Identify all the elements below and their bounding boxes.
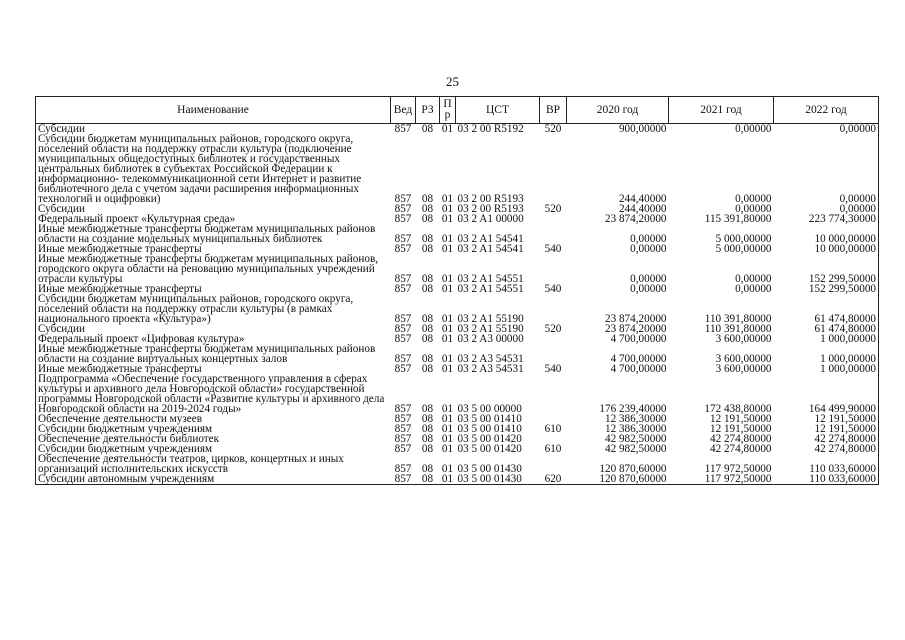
- cell-pr: 01: [441, 463, 454, 475]
- cell-vr: 610: [544, 423, 562, 435]
- cell-rz: 08: [421, 353, 434, 365]
- cell-ved: 857: [394, 333, 412, 345]
- column-header-cst: ЦСТ: [456, 97, 540, 124]
- cell-cst: 03 2 A1 54541: [457, 233, 524, 245]
- cell-2022: 0,00000: [774, 124, 879, 135]
- cell-rz: 08: [421, 233, 434, 245]
- table-row: [36, 344, 879, 364]
- cell-2022: 0,00000: [774, 134, 879, 204]
- cell-rz: 08: [421, 213, 434, 225]
- cell-cst: 03 2 A1 54541: [457, 243, 524, 255]
- cell-2021: 117 972,50000: [669, 474, 774, 485]
- cell-2021: 0,00000: [735, 203, 772, 215]
- column-header-2020: 2020 год: [567, 97, 669, 124]
- cell-cst: 03 5 00 01430: [457, 463, 522, 475]
- cell-2022: 61 474,80000: [774, 324, 879, 334]
- cell-vr: [540, 134, 567, 204]
- cell-name: Обеспечение деятельности библиотек: [36, 434, 391, 444]
- cell-name: Обеспечение деятельности театров, цирков, концертных и иных организаций исполнительских искусств: [36, 454, 391, 474]
- cell-pr: 01: [441, 243, 454, 255]
- cell-ved: 857: [394, 423, 412, 435]
- cell-ved: 857: [394, 463, 412, 475]
- cell-name: Субсидии бюджетным учреждениям: [36, 424, 391, 434]
- cell-pr: 01: [441, 273, 454, 285]
- cell-2022: 12 191,50000: [774, 424, 879, 434]
- cell-2020: 0,00000: [630, 283, 667, 295]
- cell-2020: 120 870,60000: [599, 463, 667, 475]
- cell-rz: 08: [421, 123, 434, 135]
- cell-rz: 08: [421, 203, 434, 215]
- column-header-ved: Вед: [391, 97, 416, 124]
- cell-pr: 01: [441, 283, 454, 295]
- cell-2022: 223 774,30000: [774, 214, 879, 224]
- column-header-rz: РЗ: [416, 97, 440, 124]
- cell-name: Субсидии бюджетам муниципальных районов, городского округа, поселений области на поддержку отрасли культура (подключение муниципальных общедоступных библиотек и государственных центральных библиотек в субъектах Российской Федерации к информационно- телекоммуникационной сети Интернет и развитие библиотечного дела с учетом задачи расширения информационных технологий и оцифровки): [36, 134, 391, 204]
- cell-2020: 0,00000: [630, 233, 667, 245]
- cell-ved: 857: [391, 474, 416, 485]
- cell-name: Федеральный проект «Цифровая культура»: [36, 334, 391, 344]
- cell-pr: 01: [441, 363, 454, 375]
- table-row: [36, 224, 879, 244]
- cell-2021: 12 191,50000: [709, 423, 772, 435]
- cell-cst: 03 2 A1 54551: [457, 283, 524, 295]
- cell-ved: 857: [394, 363, 412, 375]
- cell-2022: 42 274,80000: [774, 444, 879, 454]
- cell-ved: 857: [394, 233, 412, 245]
- cell-ved: 857: [394, 403, 412, 415]
- cell-rz: 08: [421, 333, 434, 345]
- cell-2022: 152 299,50000: [774, 284, 879, 294]
- cell-cst: 03 2 A1 00000: [457, 213, 524, 225]
- cell-cst: 03 5 00 01410: [457, 413, 522, 425]
- cell-name: Иные межбюджетные трансферты: [36, 244, 391, 254]
- cell-rz: 08: [421, 443, 434, 455]
- cell-rz: 08: [421, 403, 434, 415]
- cell-cst: 03 2 00 R5192: [457, 123, 524, 135]
- cell-name: Подпрограмма «Обеспечение государственного управления в сферах культуры и архивного дела Новгородской области» государственной программы Новгородской области «Развитие культуры и архивного дела Новгородской области на 2019-2024 годы»: [36, 374, 391, 414]
- cell-2021: 0,00000: [735, 193, 772, 205]
- cell-2022: 10 000,00000: [774, 244, 879, 254]
- cell-ved: 857: [394, 413, 412, 425]
- cell-2020: 244,40000: [618, 203, 667, 215]
- cell-name: Иные межбюджетные трансферты: [36, 284, 391, 294]
- cell-pr: 01: [441, 213, 454, 225]
- cell-ved: 857: [394, 353, 412, 365]
- cell-name: Субсидии: [36, 204, 391, 214]
- cell-cst: 03 5 00 01430: [456, 474, 540, 485]
- cell-rz: 08: [421, 313, 434, 325]
- table-row: [36, 294, 879, 324]
- cell-2022: 12 191,50000: [774, 414, 879, 424]
- cell-name: Субсидии автономным учреждениям: [36, 474, 391, 485]
- column-header-2022: 2022 год: [774, 97, 879, 124]
- cell-vr: 540: [544, 243, 562, 255]
- cell-pr: 01: [441, 423, 454, 435]
- cell-ved: 857: [394, 203, 412, 215]
- cell-cst: 03 2 A3 00000: [457, 333, 524, 345]
- cell-cst: 03 2 A1 54551: [457, 273, 524, 285]
- cell-vr: [540, 214, 567, 224]
- cell-vr: 540: [544, 363, 562, 375]
- cell-pr: 01: [441, 193, 454, 205]
- cell-pr: 01: [441, 333, 454, 345]
- cell-2021: 5 000,00000: [715, 243, 772, 255]
- cell-ved: 857: [394, 243, 412, 255]
- cell-2021: 42 274,80000: [709, 433, 772, 445]
- cell-2020: 176 239,40000: [599, 403, 667, 415]
- cell-ved: 857: [394, 433, 412, 445]
- cell-pr: 01: [440, 474, 456, 485]
- cell-vr: [540, 374, 567, 414]
- cell-2020: 0,00000: [630, 273, 667, 285]
- cell-cst: 03 5 00 01420: [457, 443, 522, 455]
- cell-2021: 42 274,80000: [709, 443, 772, 455]
- table-header-row: [36, 97, 879, 124]
- cell-ved: 857: [394, 193, 412, 205]
- cell-rz: 08: [421, 323, 434, 335]
- cell-2021: 3 600,00000: [715, 333, 772, 345]
- page-number: 25: [446, 74, 459, 89]
- cell-rz: 08: [421, 283, 434, 295]
- cell-pr: 01: [441, 313, 454, 325]
- budget-table: [35, 96, 879, 485]
- cell-2021: 5 000,00000: [715, 233, 772, 245]
- cell-ved: 857: [394, 273, 412, 285]
- cell-rz: 08: [421, 273, 434, 285]
- cell-pr: 01: [441, 353, 454, 365]
- cell-2020: 42 982,50000: [604, 433, 667, 445]
- cell-2021: 3 600,00000: [715, 353, 772, 365]
- cell-2022: 152 299,50000: [774, 254, 879, 284]
- cell-2021: 172 438,80000: [704, 403, 772, 415]
- cell-2022: 164 499,90000: [774, 374, 879, 414]
- cell-2022: 1 000,00000: [774, 344, 879, 364]
- table-row: [36, 454, 879, 474]
- cell-rz: 08: [421, 463, 434, 475]
- cell-2020: 900,00000: [618, 123, 667, 135]
- cell-2020: 23 874,20000: [604, 313, 667, 325]
- cell-name: Иные межбюджетные трансферты бюджетам муниципальных районов области на создание виртуальных концертных залов: [36, 344, 391, 364]
- cell-2021: 0,00000: [735, 123, 772, 135]
- cell-2020: 23 874,20000: [604, 323, 667, 335]
- cell-cst: 03 2 A3 54531: [457, 353, 524, 365]
- cell-name: Иные межбюджетные трансферты бюджетам муниципальных районов, городского округа области на реновацию муниципальных учреждений отрасли культуры: [36, 254, 391, 284]
- cell-rz: 08: [421, 363, 434, 375]
- cell-2021: 3 600,00000: [715, 363, 772, 375]
- cell-cst: 03 2 A1 55190: [457, 323, 524, 335]
- cell-vr: 520: [544, 123, 562, 135]
- cell-2022: 1 000,00000: [774, 334, 879, 344]
- cell-ved: 857: [394, 213, 412, 225]
- cell-cst: 03 2 00 R5193: [457, 203, 524, 215]
- cell-name: Субсидии бюджетным учреждениям: [36, 444, 391, 454]
- cell-rz: 08: [421, 243, 434, 255]
- cell-vr: 520: [544, 323, 562, 335]
- cell-vr: [540, 454, 567, 474]
- cell-vr: [540, 344, 567, 364]
- cell-2022: 42 274,80000: [774, 434, 879, 444]
- cell-2022: 61 474,80000: [774, 294, 879, 324]
- cell-2020: 4 700,00000: [610, 363, 667, 375]
- cell-cst: 03 2 A1 55190: [457, 313, 524, 325]
- cell-2022: 110 033,60000: [774, 474, 879, 485]
- cell-rz: 08: [421, 433, 434, 445]
- cell-cst: 03 2 00 R5193: [457, 193, 524, 205]
- cell-ved: 857: [394, 283, 412, 295]
- cell-pr: 01: [441, 233, 454, 245]
- cell-pr: 01: [441, 433, 454, 445]
- cell-cst: 03 2 A3 54531: [457, 363, 524, 375]
- cell-cst: 03 5 00 00000: [457, 403, 522, 415]
- cell-name: Иные межбюджетные трансферты: [36, 364, 391, 374]
- cell-vr: [540, 294, 567, 324]
- column-header-vr: ВР: [540, 97, 567, 124]
- cell-rz: 08: [416, 474, 440, 485]
- table-row: [36, 474, 879, 485]
- cell-vr: [540, 334, 567, 344]
- cell-name: Субсидии: [36, 124, 391, 135]
- cell-2020: 244,40000: [618, 193, 667, 205]
- cell-vr: 540: [544, 283, 562, 295]
- cell-vr: 520: [544, 203, 562, 215]
- cell-vr: [540, 254, 567, 284]
- cell-2020: 23 874,20000: [604, 213, 667, 225]
- cell-ved: 857: [394, 443, 412, 455]
- cell-2021: 0,00000: [735, 283, 772, 295]
- cell-2022: 110 033,60000: [774, 454, 879, 474]
- cell-name: Обеспечение деятельности музеев: [36, 414, 391, 424]
- table-row: [36, 254, 879, 284]
- cell-2021: 12 191,50000: [709, 413, 772, 425]
- table-row: [36, 374, 879, 414]
- cell-2021: 115 391,80000: [704, 213, 772, 225]
- cell-rz: 08: [421, 193, 434, 205]
- cell-rz: 08: [421, 423, 434, 435]
- cell-rz: 08: [421, 413, 434, 425]
- cell-2020: 4 700,00000: [610, 333, 667, 345]
- cell-name: Иные межбюджетные трансферты бюджетам муниципальных районов области на создание модельных муниципальных библиотек: [36, 224, 391, 244]
- cell-pr: 01: [441, 443, 454, 455]
- cell-pr: 01: [441, 123, 454, 135]
- cell-2021: 0,00000: [735, 273, 772, 285]
- cell-ved: 857: [394, 323, 412, 335]
- cell-2020: 12 386,30000: [604, 423, 667, 435]
- cell-vr: 610: [544, 443, 562, 455]
- cell-ved: 857: [394, 123, 412, 135]
- cell-2021: 110 391,80000: [704, 313, 772, 325]
- cell-2020: 0,00000: [630, 243, 667, 255]
- cell-2020: 12 386,30000: [604, 413, 667, 425]
- cell-cst: 03 5 00 01410: [457, 423, 522, 435]
- cell-pr: 01: [441, 413, 454, 425]
- cell-cst: 03 5 00 01420: [457, 433, 522, 445]
- cell-2021: 117 972,50000: [704, 463, 772, 475]
- cell-2022: 10 000,00000: [774, 224, 879, 244]
- column-header-name: Наименование: [36, 97, 391, 124]
- cell-2021: 110 391,80000: [704, 323, 772, 335]
- cell-vr: [540, 224, 567, 244]
- cell-vr: 620: [540, 474, 567, 485]
- cell-name: Федеральный проект «Культурная среда»: [36, 214, 391, 224]
- cell-ved: 857: [394, 313, 412, 325]
- cell-name: Субсидии бюджетам муниципальных районов, городского округа, поселений области на поддержку отрасли культуры (в рамках национального проекта «Культура»): [36, 294, 391, 324]
- cell-2020: 4 700,00000: [610, 353, 667, 365]
- column-header-pr: П р: [440, 97, 456, 124]
- cell-2020: 42 982,50000: [604, 443, 667, 455]
- cell-2022: 1 000,00000: [774, 364, 879, 374]
- column-header-2021: 2021 год: [669, 97, 774, 124]
- cell-2020: 120 870,60000: [567, 474, 669, 485]
- cell-pr: 01: [441, 403, 454, 415]
- cell-name: Субсидии: [36, 324, 391, 334]
- table-row: [36, 134, 879, 204]
- cell-pr: 01: [441, 323, 454, 335]
- cell-2022: 0,00000: [774, 204, 879, 214]
- cell-pr: 01: [441, 203, 454, 215]
